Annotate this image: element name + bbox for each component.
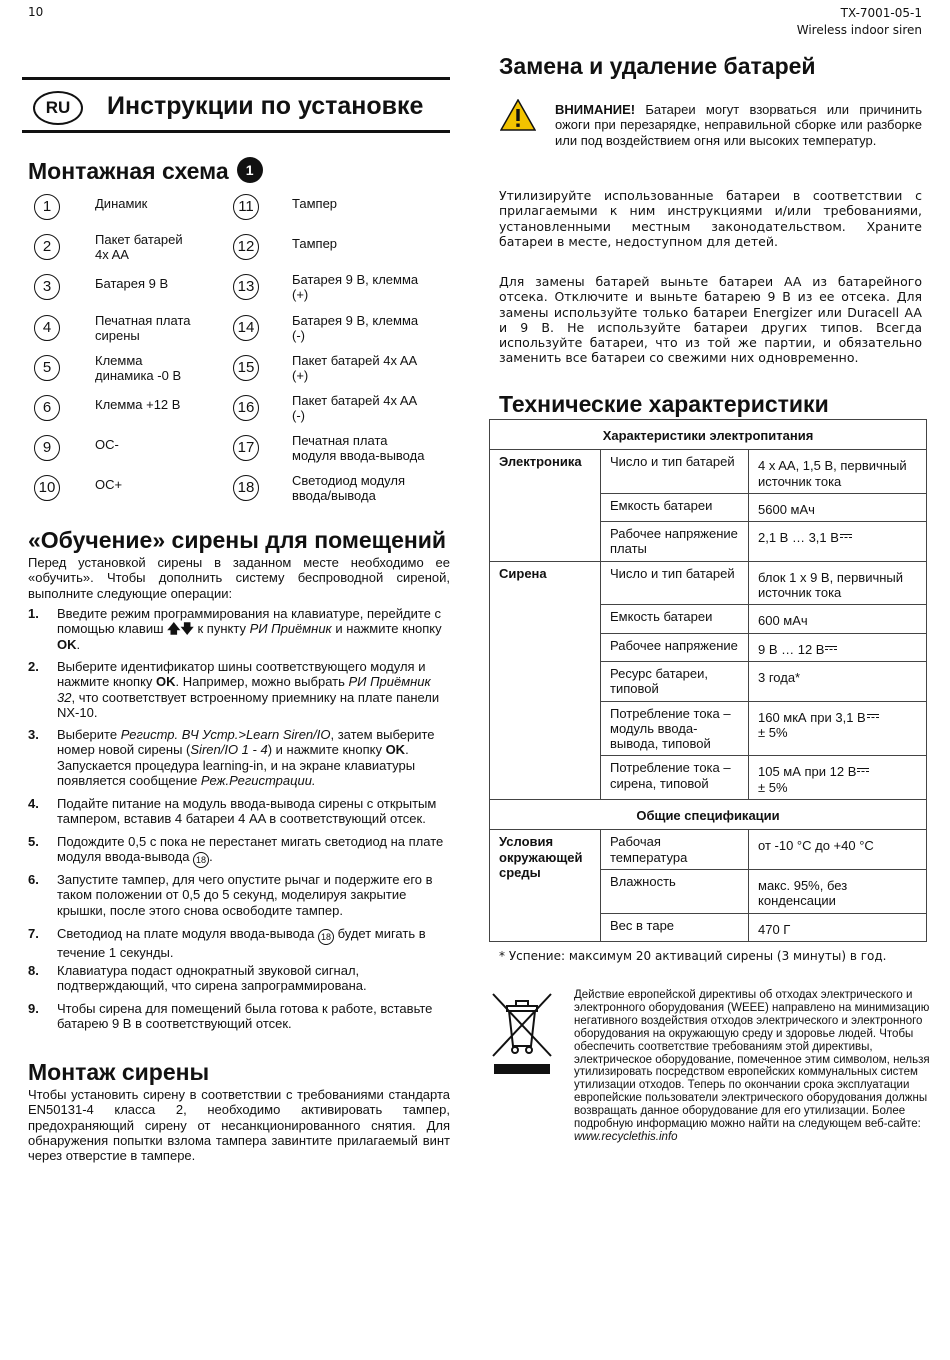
table-row xyxy=(490,450,927,494)
specs-footnote: * Успение: максимум 20 активаций сирены (3 минуты) в год. xyxy=(499,949,887,963)
table-param-cell: Потребление тока – сирена, типовой xyxy=(601,756,749,800)
table-value-cell: 3 года* xyxy=(749,661,927,701)
step-text: Введите режим программирования на клавиатуре, перейдите с помощью клавиш 🡅🡇 к пункту РИ Приёмник и нажмите кнопку OK. xyxy=(57,606,442,652)
table-row xyxy=(490,561,927,605)
table-param-cell: Число и тип батарей xyxy=(601,450,749,494)
warning-icon xyxy=(500,99,536,131)
weee-text: Действие европейской директивы об отходах электрического и электронного оборудования (WEEE) направлено на минимизацию негативного воздействия отходов электрического и электронного оборудования на окружающую среду и здоровье людей. Чтобы обеспечить соответствие требованиям этой директивы, электрическое оборудование, помеченное этим символом, нельзя утилизировать посредством европейских коммунальных систем утилизации отходов. Теперь по окончании срока эксплуатации европейские пользователи электрического оборудования должны возвращать данное оборудование для его утилизации. Более подробную информацию можно найти на следующем веб-сайте: www.recyclethis.info xyxy=(574,989,930,1143)
callout-number: 12 xyxy=(233,234,259,260)
step-number: 9. xyxy=(28,1001,39,1016)
table-param-cell: Влажность xyxy=(601,869,749,913)
table-param-cell: Емкость батареи xyxy=(601,493,749,521)
battery-heading: Замена и удаление батарей xyxy=(499,53,816,79)
divider xyxy=(22,77,450,80)
table-value-cell: 4 x AA, 1,5 В, первичный источник тока xyxy=(749,450,927,494)
callout-number: 9 xyxy=(34,435,60,461)
step-text: Клавиатура подаст однократный звуковой сигнал, подтверждающий, что сирена запрограммирована. xyxy=(57,963,367,994)
mount-text: Чтобы установить сирену в соответствии с требованиями стандарта EN50131-4 класса 2, необходимо активировать тампер, предохраняющий сирену от несанкционированного снятия. Для обнаружения попытки взлома тампера завинтите прилагаемый винт через отверстие в тампере. xyxy=(28,1087,450,1164)
warning-text: ВНИМАНИЕ! Батареи могут взорваться или причинить ожоги при перезарядке, неправильной сборке или разборке или под воздействием огня или высоких температур. xyxy=(555,102,922,148)
step-number: 7. xyxy=(28,926,39,941)
divider xyxy=(22,130,450,133)
callout-number: 3 xyxy=(34,274,60,300)
callout-label: Пакет батарей 4x AA xyxy=(95,232,183,263)
table-param-cell: Потребление тока – модуль ввода-вывода, типовой xyxy=(601,701,749,756)
learn-intro: Перед установкой сирены в заданном месте необходимо ее «обучить». Чтобы дополнить систему беспроводной сиреной, выполните следующие операции: xyxy=(28,555,450,601)
step-number: 6. xyxy=(28,872,39,887)
table-value-cell: блок 1 x 9 В, первичный источник тока xyxy=(749,561,927,605)
weee-bin-icon xyxy=(487,988,557,1078)
wiring-heading: Монтажная схема 1 xyxy=(28,157,263,185)
callout-label: Батарея 9 В, клемма (+) xyxy=(292,272,419,303)
table-param-cell: Емкость батареи xyxy=(601,605,749,633)
step-text: Выберите идентификатор шины соответствующего модуля и нажмите кнопку OK. Например, можно выбрать РИ Приёмник 32, что соответствует встроенному приемнику на плате панели NX-10. xyxy=(57,659,440,720)
callout-number: 18 xyxy=(233,475,259,501)
callout-number: 17 xyxy=(233,435,259,461)
mount-heading: Монтаж сирены xyxy=(28,1059,210,1085)
callout-label: Тампер xyxy=(292,196,338,211)
table-value-cell: 9 В … 12 В xyxy=(749,633,927,661)
step-text: Выберите Регистр. ВЧ Устр.>Learn Siren/IO, затем выберите номер новой сирены (Siren/IO 1 - 4) и нажмите кнопку OK. Запускается процедура learning-in, и на экране клавиатуры появляется сообщение Реж.Регистрации. xyxy=(57,727,435,788)
step-text: Светодиод на плате модуля ввода-вывода 18 будет мигать в течение 1 секунды. xyxy=(57,926,426,960)
page-number: 10 xyxy=(28,5,44,19)
table-value-cell: 105 мА при 12 В ± 5% xyxy=(749,756,927,800)
table-param-cell: Рабочая температура xyxy=(601,830,749,870)
table-group-cell: Сирена xyxy=(490,561,601,799)
callout-number: 6 xyxy=(34,395,60,421)
table-param-cell: Рабочее напряжение xyxy=(601,633,749,661)
step-number: 5. xyxy=(28,834,39,849)
table-row xyxy=(490,830,927,870)
step-number: 8. xyxy=(28,963,39,978)
callout-number: 14 xyxy=(233,315,259,341)
table-group-cell: Электроника xyxy=(490,450,601,561)
step-text: Подождите 0,5 с пока не перестанет мигать светодиод на плате модуля ввода-вывода 18 . xyxy=(57,834,449,868)
dc-symbol-icon xyxy=(840,534,852,541)
step-number: 3. xyxy=(28,727,39,742)
language-badge: RU xyxy=(33,91,83,125)
doc-header xyxy=(797,5,922,39)
callout-label: Динамик xyxy=(95,196,148,211)
callout-number: 2 xyxy=(34,234,60,260)
table-value-cell: 600 мАч xyxy=(749,605,927,633)
callout-number: 5 xyxy=(34,355,60,381)
callout-label: Печатная плата модуля ввода-вывода xyxy=(292,433,425,464)
callout-number: 4 xyxy=(34,315,60,341)
dc-symbol-icon xyxy=(825,646,837,653)
table-param-cell: Ресурс батареи, типовой xyxy=(601,661,749,701)
table-value-cell: 2,1 В … 3,1 В xyxy=(749,522,927,562)
callout-label: OC+ xyxy=(95,477,123,493)
table-param-cell: Вес в таре xyxy=(601,913,749,941)
page-title: Инструкции по установке xyxy=(107,92,424,120)
callout-number: 15 xyxy=(233,355,259,381)
callout-number: 10 xyxy=(34,475,60,501)
step-text: Чтобы сирена для помещений была готова к работе, вставьте батарею 9 В в соответствующий отсек. xyxy=(57,1001,433,1032)
weee-url[interactable]: www.recyclethis.info xyxy=(574,1130,678,1143)
step-text: Запустите тампер, для чего опустите рычаг и подержите его в таком положении от 0,5 до 5 секунд, моделируя закрытие крышки, после этого снова освободите тампер. xyxy=(57,872,433,918)
specs-table xyxy=(489,419,927,942)
doc-title: Wireless indoor siren xyxy=(796,23,922,37)
step-number: 2. xyxy=(28,659,39,674)
battery-replace-text: Для замены батарей выньте батареи AA из батарейного отсека. Отключите и выньте батарею 9 В из ее отсека. Для замены используйте только батареи Energizer или Duracell AA и 9 В. Не используйте батареи других типов. Всегда используйте батареи, что из той же партии, и обязательно заменить все батареи со свежими них одновременно. xyxy=(499,274,922,366)
table-group-cell: Условия окружающей среды xyxy=(490,830,601,941)
dc-symbol-icon xyxy=(857,768,869,775)
callout-label: Светодиод модуля ввода/вывода xyxy=(292,473,405,504)
callout-number: 11 xyxy=(233,194,259,220)
callout-label: Печатная плата сирены xyxy=(95,312,191,343)
callout-label: OC- xyxy=(95,437,119,453)
callout-label: Клемма +12 В xyxy=(95,397,181,412)
callout-label: Клемма динамика -0 В xyxy=(95,352,182,383)
learn-heading: «Обучение» сирены для помещений xyxy=(28,527,447,553)
callout-number: 1 xyxy=(34,194,60,220)
callout-number: 16 xyxy=(233,395,259,421)
figure-badge: 1 xyxy=(237,157,263,183)
warning-label: ВНИМАНИЕ! xyxy=(555,102,636,117)
step-number: 4. xyxy=(28,796,39,811)
dc-symbol-icon xyxy=(867,714,879,721)
callout-label: Батарея 9 В xyxy=(95,276,169,292)
callout-label: Батарея 9 В, клемма (-) xyxy=(292,312,419,343)
step-text: Подайте питание на модуль ввода-вывода сирены с открытым тампером, вставив 4 батареи 4 AA в соответствующий отсек. xyxy=(57,796,437,827)
table-value-cell: 160 мкА при 3,1 В ± 5% xyxy=(749,701,927,756)
table-value-cell: макс. 95%, без конденсации xyxy=(749,869,927,913)
callout-label: Пакет батарей 4x AA (+) xyxy=(292,352,418,383)
specs-heading: Технические характеристики xyxy=(499,391,829,417)
table-section-header: Общие спецификации xyxy=(490,800,927,830)
callout-number: 13 xyxy=(233,274,259,300)
battery-disposal-text: Утилизируйте использованные батареи в соответствии с прилагаемыми к ним инструкциями и/или требованиями, установленными местным законодательством. Храните батареи в месте, недоступном для детей. xyxy=(499,188,922,249)
callout-label: Пакет батарей 4x AA (-) xyxy=(292,393,418,423)
step-number: 1. xyxy=(28,606,39,621)
table-section-header: Характеристики электропитания xyxy=(490,420,927,450)
table-value-cell: 5600 мАч xyxy=(749,493,927,521)
table-param-cell: Число и тип батарей xyxy=(601,561,749,605)
callout-label: Тампер xyxy=(292,236,338,252)
doc-code: TX-7001-05-1 xyxy=(840,6,922,20)
table-param-cell: Рабочее напряжение платы xyxy=(601,522,749,562)
table-value-cell: от -10 °C до +40 °C xyxy=(749,830,927,870)
table-value-cell: 470 Г xyxy=(749,913,927,941)
